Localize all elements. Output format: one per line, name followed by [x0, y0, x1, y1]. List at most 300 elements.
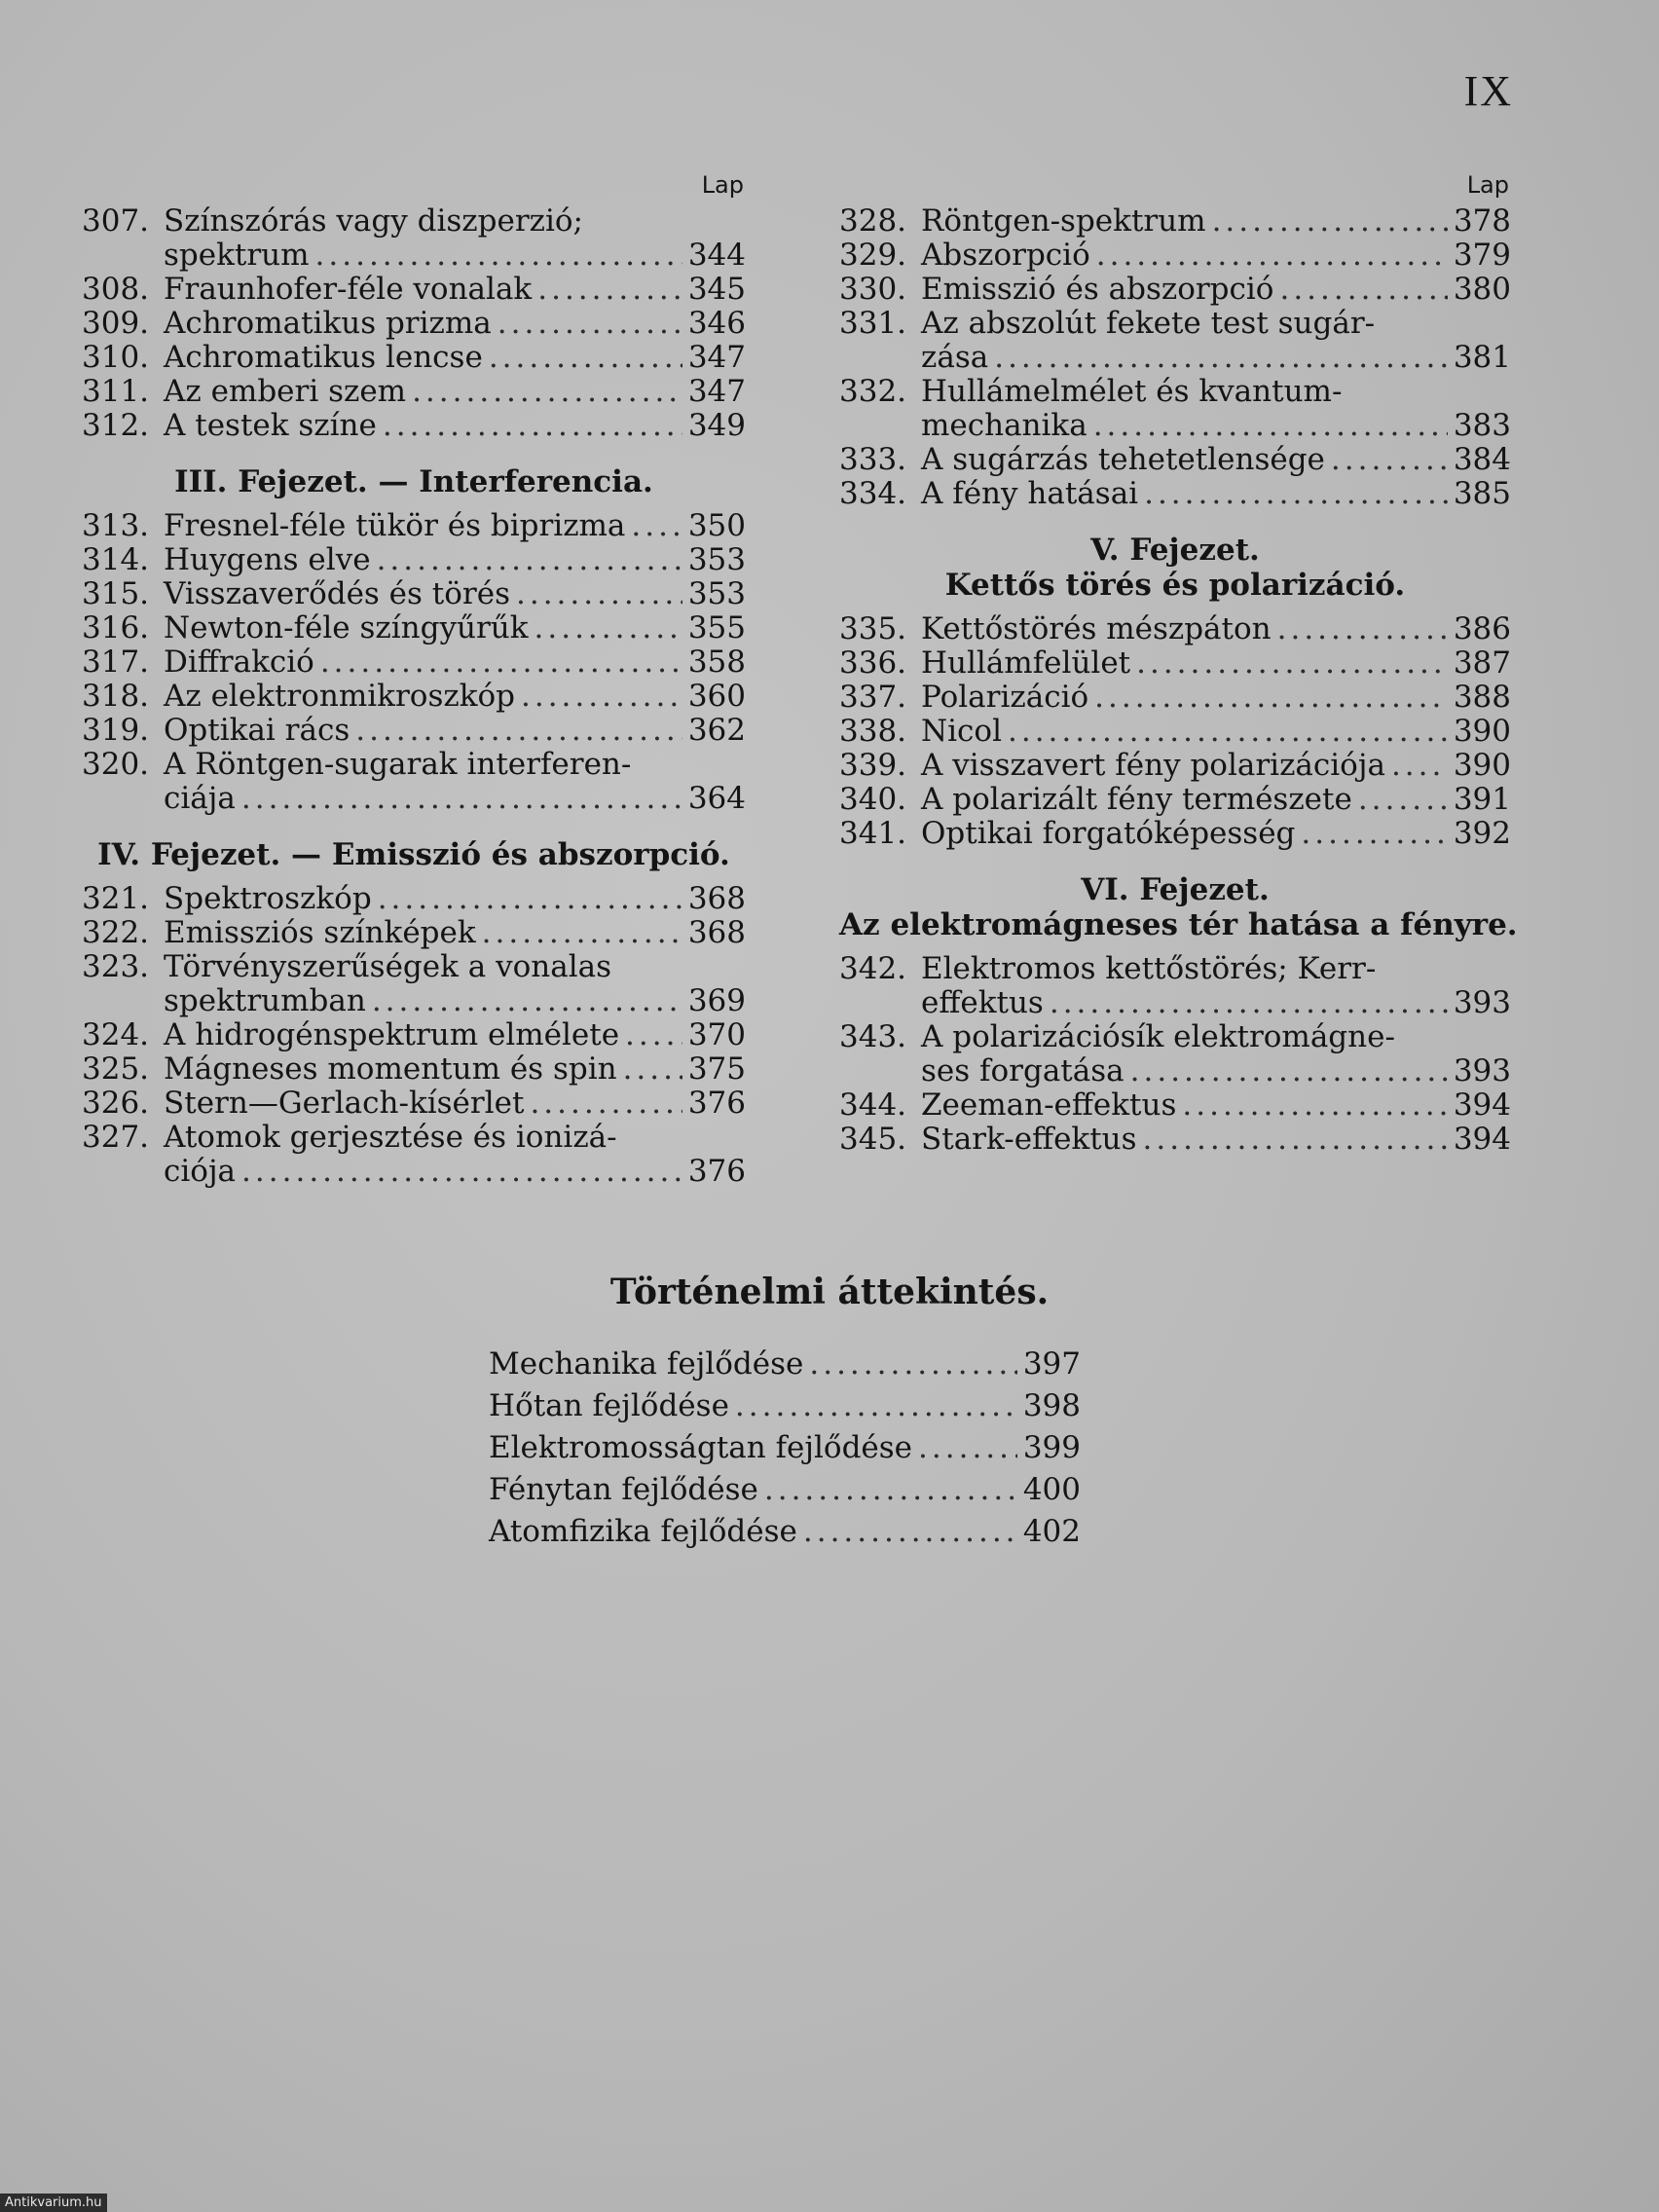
entry-page-number: 347 — [687, 374, 746, 409]
dot-leader — [383, 409, 682, 443]
entry-number: 339. — [839, 748, 907, 783]
entry-page-number: 378 — [1453, 203, 1511, 239]
history-entry — [489, 1511, 1081, 1553]
entry-page-number: 376 — [687, 1154, 746, 1189]
entry-number: 316. — [82, 610, 150, 645]
entry-line — [921, 783, 1511, 817]
toc-entry — [839, 477, 1511, 511]
dot-leader — [372, 984, 682, 1018]
entry-line — [164, 1121, 746, 1155]
entry-number: 330. — [839, 272, 907, 307]
entry-body — [164, 375, 746, 409]
entry-page-number: 345 — [687, 272, 746, 307]
entry-line — [921, 375, 1511, 409]
dot-leader — [1136, 646, 1448, 681]
dot-leader — [241, 782, 682, 816]
entry-line — [164, 273, 746, 307]
toc-entry — [82, 375, 746, 409]
entry-line — [921, 273, 1511, 307]
entry-body — [921, 1020, 1511, 1088]
entry-line — [921, 817, 1511, 851]
dot-leader — [241, 1155, 682, 1189]
entry-page-number: 362 — [687, 713, 746, 748]
toc-entry — [82, 509, 746, 543]
entry-line — [164, 916, 746, 950]
entry-page-number: 344 — [687, 238, 746, 273]
dot-leader — [516, 577, 682, 611]
entry-number: 308. — [82, 272, 150, 307]
lap-label: Lap — [1466, 171, 1509, 199]
entry-title: Hullámelmélet és kvantum- — [921, 374, 1343, 409]
entry-line — [921, 749, 1511, 783]
toc-entry — [82, 748, 746, 816]
entry-title: Röntgen-spektrum — [921, 203, 1206, 239]
toc-entry — [839, 783, 1511, 817]
entry-page-number: 358 — [687, 645, 746, 680]
entry-title: A hidrogénspektrum elmélete — [164, 1017, 620, 1052]
entry-number: 334. — [839, 476, 907, 511]
toc-entry — [82, 409, 746, 443]
entry-body — [921, 715, 1511, 749]
entry-body — [164, 204, 746, 273]
toc-entry — [82, 645, 746, 680]
entry-title: A polarizált fény természete — [921, 782, 1352, 817]
entry-title: Achromatikus prizma — [164, 306, 492, 341]
dot-leader — [489, 341, 682, 375]
entry-body — [921, 783, 1511, 817]
history-entry — [489, 1469, 1081, 1511]
history-title: Történelmi áttekintés. — [609, 1272, 1050, 1312]
entry-title: Színszórás vagy diszperzió; — [164, 203, 583, 239]
entry-title: zása — [921, 340, 989, 375]
entry-page-number: 387 — [1453, 645, 1511, 681]
toc-entry — [82, 950, 746, 1018]
dot-leader — [631, 509, 682, 543]
dot-leader — [809, 1344, 1016, 1385]
entry-page-number: 347 — [687, 340, 746, 375]
entry-number: 338. — [839, 714, 907, 749]
entry-title: effektus — [921, 985, 1044, 1020]
chapter-heading-line: V. Fejezet. — [1090, 533, 1260, 568]
entry-title: ciája — [164, 781, 236, 816]
entry-title: Fraunhofer-féle vonalak — [164, 272, 533, 307]
toc-entry — [82, 273, 746, 307]
entry-line — [921, 986, 1511, 1020]
history-entry — [489, 1385, 1081, 1427]
entry-number: 318. — [82, 679, 150, 714]
chapter-heading — [839, 533, 1511, 603]
entry-number: 324. — [82, 1017, 150, 1052]
entry-number: 332. — [839, 374, 907, 409]
entry-body — [921, 239, 1511, 273]
entry-number: 329. — [839, 238, 907, 273]
entry-title: Fresnel-féle tükör és biprizma — [164, 508, 626, 543]
entry-line — [164, 204, 746, 239]
entry-body — [921, 646, 1511, 681]
entry-line — [164, 409, 746, 443]
entry-title: Abszorpció — [921, 238, 1090, 273]
chapter-heading — [839, 872, 1518, 942]
entry-title: Optikai rács — [164, 713, 350, 748]
history-list — [489, 1344, 1081, 1553]
history-entry-page: 397 — [1022, 1346, 1081, 1382]
entry-number: 331. — [839, 306, 907, 341]
entry-line — [921, 952, 1511, 986]
toc-entry — [82, 680, 746, 714]
entry-body — [164, 950, 746, 1018]
entry-line — [921, 1088, 1511, 1123]
entry-line — [164, 882, 746, 916]
toc-entry — [839, 749, 1511, 783]
entry-line — [921, 307, 1511, 341]
dot-leader — [535, 611, 682, 645]
toc-entry — [839, 1123, 1511, 1157]
chapter-heading-line: IV. Fejezet. — Emisszió és abszorpció. — [97, 837, 730, 872]
chapter-heading — [82, 464, 746, 499]
entry-body — [164, 714, 746, 748]
entry-title: A sugárzás tehetetlensége — [921, 442, 1325, 477]
entry-page-number: 394 — [1453, 1122, 1511, 1157]
entry-page-number: 350 — [687, 508, 746, 543]
entry-number: 343. — [839, 1019, 907, 1054]
entry-line — [921, 477, 1511, 511]
entry-page-number: 388 — [1453, 680, 1511, 715]
entry-title: ses forgatása — [921, 1053, 1124, 1088]
dot-leader — [1093, 409, 1448, 443]
dot-leader — [530, 1087, 682, 1121]
entry-line — [921, 443, 1511, 477]
entry-body — [921, 477, 1511, 511]
entry-number: 345. — [839, 1122, 907, 1157]
history-entry-title: Elektromosságtan fejlődése — [489, 1430, 913, 1465]
entry-body — [921, 375, 1511, 443]
entry-number: 322. — [82, 915, 150, 950]
entry-line — [164, 307, 746, 341]
dot-leader — [498, 307, 682, 341]
entry-body — [921, 817, 1511, 851]
dot-leader — [1130, 1054, 1448, 1088]
entry-line — [921, 409, 1511, 443]
entry-title: Emisszió és abszorpció — [921, 272, 1274, 307]
entry-title: Zeeman-effektus — [921, 1088, 1177, 1123]
toc-entry — [839, 715, 1511, 749]
dot-leader — [1050, 986, 1448, 1020]
entry-number: 314. — [82, 542, 150, 577]
dot-leader — [735, 1385, 1017, 1427]
entry-page-number: 376 — [687, 1086, 746, 1121]
entry-title: A Röntgen-sugarak interferen- — [164, 747, 632, 782]
toc-entry — [839, 273, 1511, 307]
entry-number: 335. — [839, 611, 907, 646]
entry-line — [164, 984, 746, 1018]
entry-body — [164, 307, 746, 341]
entry-line — [164, 714, 746, 748]
entry-title: Polarizáció — [921, 680, 1089, 715]
entry-page-number: 380 — [1453, 272, 1511, 307]
dot-leader — [521, 680, 682, 714]
entry-page-number: 353 — [687, 542, 746, 577]
entry-title: Elektromos kettőstörés; Kerr- — [921, 951, 1377, 986]
toc-entry — [839, 375, 1511, 443]
entry-title: Hullámfelület — [921, 645, 1131, 681]
entry-number: 336. — [839, 645, 907, 681]
entry-title: Nicol — [921, 714, 1002, 749]
entry-page-number: 346 — [687, 306, 746, 341]
entry-page-number: 393 — [1453, 985, 1511, 1020]
entry-number: 319. — [82, 713, 150, 748]
entry-title: Visszaverődés és törés — [164, 576, 510, 611]
history-entry-title: Hőtan fejlődése — [489, 1388, 729, 1423]
entry-number: 328. — [839, 203, 907, 239]
history-entry-title: Mechanika fejlődése — [489, 1346, 804, 1382]
entry-page-number: 393 — [1453, 1053, 1511, 1088]
entry-page-number: 368 — [687, 881, 746, 916]
entry-body — [164, 680, 746, 714]
dot-leader — [537, 273, 682, 307]
toc-right-column — [839, 171, 1518, 1157]
entry-body — [164, 577, 746, 611]
toc-entry — [82, 577, 746, 611]
dot-leader — [1182, 1088, 1447, 1123]
entry-page-number: 392 — [1453, 816, 1511, 851]
entry-title: Huygens elve — [164, 542, 371, 577]
dot-leader — [315, 239, 682, 273]
entry-body — [921, 1088, 1511, 1123]
toc-entry — [82, 543, 746, 577]
entry-number: 341. — [839, 816, 907, 851]
dot-leader — [1094, 681, 1448, 715]
entry-page-number: 379 — [1453, 238, 1511, 273]
dot-leader — [355, 714, 682, 748]
chapter-heading-line: Kettős törés és polarizáció. — [944, 568, 1406, 603]
entry-page-number: 353 — [687, 576, 746, 611]
entry-line — [921, 715, 1511, 749]
entry-line — [164, 1087, 746, 1121]
entry-page-number: 390 — [1453, 714, 1511, 749]
entry-line — [921, 681, 1511, 715]
dot-leader — [803, 1511, 1017, 1553]
entry-line — [921, 612, 1511, 646]
entry-body — [164, 1087, 746, 1121]
history-entry-page: 398 — [1022, 1388, 1081, 1423]
entry-page-number: 383 — [1453, 408, 1511, 443]
toc-entry — [82, 1121, 746, 1189]
entry-body — [164, 645, 746, 680]
entry-page-number: 375 — [687, 1051, 746, 1087]
entry-title: Newton-féle színgyűrűk — [164, 610, 529, 645]
entry-number: 323. — [82, 949, 150, 984]
entry-body — [164, 1018, 746, 1052]
toc-entry — [839, 204, 1511, 239]
toc-entry — [839, 443, 1511, 477]
dot-leader — [1358, 783, 1448, 817]
entry-title: A visszavert fény polarizációja — [921, 748, 1385, 783]
entry-number: 312. — [82, 408, 150, 443]
toc-entry — [839, 817, 1511, 851]
dot-leader — [1391, 749, 1448, 783]
history-entry — [489, 1427, 1081, 1469]
dot-leader — [625, 1018, 682, 1052]
toc-entry — [82, 204, 746, 273]
dot-leader — [623, 1052, 682, 1087]
entry-title: Emissziós színképek — [164, 915, 476, 950]
dot-leader — [482, 916, 682, 950]
entry-title: Diffrakció — [164, 645, 314, 680]
entry-line — [921, 1054, 1511, 1088]
dot-leader — [377, 543, 682, 577]
entry-title: Mágneses momentum és spin — [164, 1051, 617, 1087]
entry-line — [164, 1155, 746, 1189]
toc-left-column — [82, 171, 746, 1189]
entry-title: A fény hatásai — [921, 476, 1139, 511]
toc-entry — [82, 611, 746, 645]
entry-body — [164, 916, 746, 950]
entry-page-number: 360 — [687, 679, 746, 714]
dot-leader — [1008, 715, 1448, 749]
dot-leader — [1277, 612, 1448, 646]
entry-line — [164, 375, 746, 409]
entry-page-number: 368 — [687, 915, 746, 950]
toc-entry — [82, 1018, 746, 1052]
history-entry-title: Atomfizika fejlődése — [489, 1514, 797, 1549]
entry-title: Atomok gerjesztése és ionizá- — [164, 1120, 617, 1155]
entry-number: 320. — [82, 747, 150, 782]
entry-page-number: 386 — [1453, 611, 1511, 646]
entry-line — [921, 1020, 1511, 1054]
toc-entry — [82, 882, 746, 916]
dot-leader — [1144, 477, 1448, 511]
entry-page-number: 364 — [687, 781, 746, 816]
entry-body — [164, 341, 746, 375]
toc-entry — [82, 1052, 746, 1087]
entry-line — [164, 782, 746, 816]
entry-body — [164, 409, 746, 443]
entry-page-number: 381 — [1453, 340, 1511, 375]
dot-leader — [320, 645, 682, 680]
dot-leader — [994, 341, 1448, 375]
toc-entry — [82, 341, 746, 375]
entry-title: Spektroszkóp — [164, 881, 372, 916]
entry-body — [921, 443, 1511, 477]
entry-number: 317. — [82, 645, 150, 680]
dot-leader — [1301, 817, 1447, 851]
entry-line — [164, 543, 746, 577]
entry-number: 307. — [82, 203, 150, 239]
toc-entry — [839, 681, 1511, 715]
entry-title: A polarizációsík elektromágne- — [921, 1019, 1395, 1054]
dot-leader — [918, 1427, 1017, 1469]
entry-body — [164, 509, 746, 543]
toc-entry — [82, 307, 746, 341]
entry-line — [164, 577, 746, 611]
history-entry-page: 402 — [1022, 1514, 1081, 1549]
entry-title: ciója — [164, 1154, 237, 1189]
entry-line — [921, 341, 1511, 375]
entry-body — [921, 952, 1511, 1020]
toc-entry — [839, 952, 1511, 1020]
lap-label: Lap — [701, 171, 744, 199]
entry-title: A testek színe — [164, 408, 377, 443]
entry-body — [164, 1121, 746, 1189]
entry-number: 340. — [839, 782, 907, 817]
entry-line — [164, 509, 746, 543]
entry-page-number: 369 — [687, 983, 746, 1018]
entry-page-number: 384 — [1453, 442, 1511, 477]
toc-entry — [839, 1020, 1511, 1088]
entry-body — [164, 748, 746, 816]
entry-line — [921, 646, 1511, 681]
entry-body — [921, 307, 1511, 375]
entry-title: spektrumban — [164, 983, 366, 1018]
entry-title: Az emberi szem — [164, 374, 407, 409]
entry-line — [164, 1018, 746, 1052]
entry-page-number: 349 — [687, 408, 746, 443]
entry-body — [921, 681, 1511, 715]
dot-leader — [378, 882, 682, 916]
entry-title: Az elektronmikroszkóp — [164, 679, 515, 714]
toc-entry — [839, 646, 1511, 681]
dot-leader — [412, 375, 682, 409]
entry-number: 326. — [82, 1086, 150, 1121]
toc-entry — [82, 1087, 746, 1121]
history-entry-title: Fénytan fejlődése — [489, 1472, 758, 1507]
entry-number: 325. — [82, 1051, 150, 1087]
entry-title: Kettőstörés mészpáton — [921, 611, 1272, 646]
toc-entry — [82, 714, 746, 748]
toc-left-list — [82, 204, 746, 1189]
entry-line — [164, 1052, 746, 1087]
entry-title: Stark-effektus — [921, 1122, 1137, 1157]
entry-line — [164, 950, 746, 984]
entry-body — [164, 611, 746, 645]
entry-body — [921, 204, 1511, 239]
entry-title: Achromatikus lencse — [164, 340, 483, 375]
entry-number: 327. — [82, 1120, 150, 1155]
entry-body — [921, 612, 1511, 646]
dot-leader — [764, 1469, 1017, 1511]
entry-number: 342. — [839, 951, 907, 986]
entry-line — [921, 1123, 1511, 1157]
entry-number: 321. — [82, 881, 150, 916]
entry-number: 333. — [839, 442, 907, 477]
entry-title: Törvényszerűségek a vonalas — [164, 949, 612, 984]
dot-leader — [1279, 273, 1447, 307]
dot-leader — [1331, 443, 1448, 477]
entry-line — [164, 341, 746, 375]
entry-page-number: 370 — [687, 1017, 746, 1052]
entry-number: 313. — [82, 508, 150, 543]
entry-line — [164, 680, 746, 714]
toc-entry — [839, 612, 1511, 646]
entry-number: 309. — [82, 306, 150, 341]
entry-body — [164, 273, 746, 307]
entry-page-number: 394 — [1453, 1088, 1511, 1123]
entry-body — [164, 543, 746, 577]
entry-line — [164, 611, 746, 645]
entry-title: Optikai forgatóképesség — [921, 816, 1296, 851]
history-entry-page: 400 — [1022, 1472, 1081, 1507]
entry-body — [921, 1123, 1511, 1157]
watermark: Antikvarium.hu — [0, 2194, 107, 2212]
toc-entry — [839, 239, 1511, 273]
entry-line — [164, 645, 746, 680]
entry-line — [921, 239, 1511, 273]
entry-number: 311. — [82, 374, 150, 409]
entry-page-number: 391 — [1453, 782, 1511, 817]
entry-page-number: 355 — [687, 610, 746, 645]
dot-leader — [1096, 239, 1448, 273]
chapter-heading — [82, 837, 746, 872]
